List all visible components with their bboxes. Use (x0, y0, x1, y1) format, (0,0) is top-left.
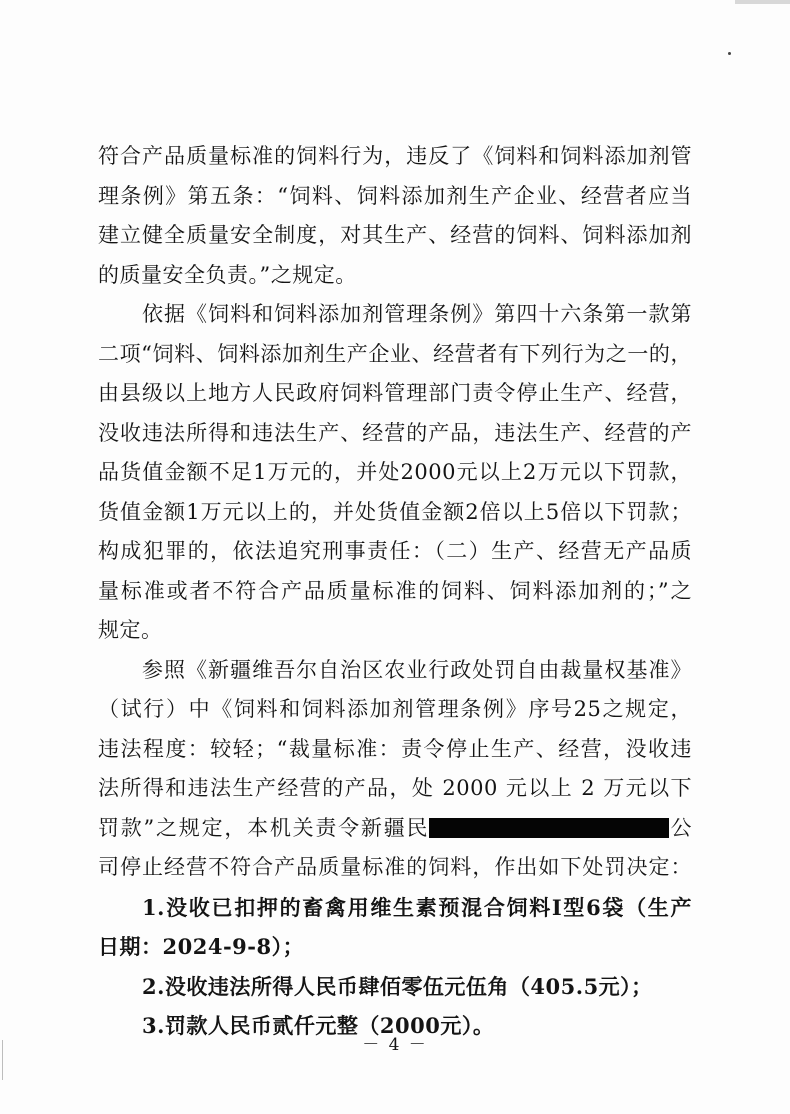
text-line: 违法程度：较轻；“裁量标准：责令停止生产、经营，没收违 (98, 736, 692, 761)
text-line: 没收违法所得和违法生产、经营的产品，违法生产、经营的产 (98, 420, 692, 445)
text-before-redaction: 罚款”之规定，本机关责令新疆民 (98, 815, 430, 840)
document-body (98, 137, 692, 1046)
text-line: 1.没收已扣押的畜禽用维生素预混合饲料Ⅰ型6袋（生产 (142, 894, 692, 920)
scan-artifact-top (735, 0, 790, 4)
page-number: － 4 － (362, 1035, 428, 1055)
paragraph-reference (98, 651, 692, 888)
penalty-item-1 (98, 888, 692, 967)
paragraph-violation (98, 137, 692, 295)
text-line: 的质量安全负责。”之规定。 (98, 262, 357, 287)
scan-artifact-dot (728, 52, 731, 55)
text-line: 法所得和违法生产经营的产品，处 2000 元以上 2 万元以下 (98, 776, 692, 800)
text-line: 司停止经营不符合产品质量标准的饲料，作出如下处罚决定： (98, 855, 692, 879)
text-line: 理条例》第五条：“饲料、饲料添加剂生产企业、经营者应当 (98, 183, 692, 208)
text-line (98, 809, 692, 849)
text-line: 品货值金额不足1万元的，并处2000元以上2万元以下罚款， (98, 460, 692, 484)
paragraph-legal-basis (98, 295, 692, 651)
text-line: 建立健全质量安全制度，对其生产、经营的饲料、饲料添加剂 (98, 223, 692, 247)
text-line: 依据《饲料和饲料添加剂管理条例》第四十六条第一款第 (142, 302, 692, 326)
text-line: 货值金额1万元以上的，并处货值金额2倍以上5倍以下罚款； (98, 499, 692, 524)
text-line: 日期：2024-9-8）； (98, 934, 305, 959)
penalty-item-2: 2.没收违法所得人民币肆佰零伍元伍角（405.5元）； (142, 973, 653, 999)
text-line: （试行）中《饲料和饲料添加剂管理条例》序号25之规定， (98, 697, 692, 721)
text-after-redaction: 公 (669, 815, 692, 840)
text-line: 量标准或者不符合产品质量标准的饲料、饲料添加剂的；”之 (98, 578, 692, 603)
text-line: 参照《新疆维吾尔自治区农业行政处罚自由裁量权基准》 (142, 657, 692, 682)
text-line: 二项“饲料、饲料添加剂生产企业、经营者有下列行为之一的， (98, 341, 692, 366)
redaction-block (429, 818, 669, 838)
text-line: 规定。 (98, 618, 163, 642)
text-line: 符合产品质量标准的饲料行为，违反了《饲料和饲料添加剂管 (98, 144, 692, 168)
text-line: 由县级以上地方人民政府饲料管理部门责令停止生产、经营， (98, 381, 692, 405)
text-line: 构成犯罪的，依法追究刑事责任：（二）生产、经营无产品质 (98, 539, 692, 563)
penalty-item-3: 3.罚款人民币贰仟元整（2000元）。 (142, 1013, 495, 1038)
